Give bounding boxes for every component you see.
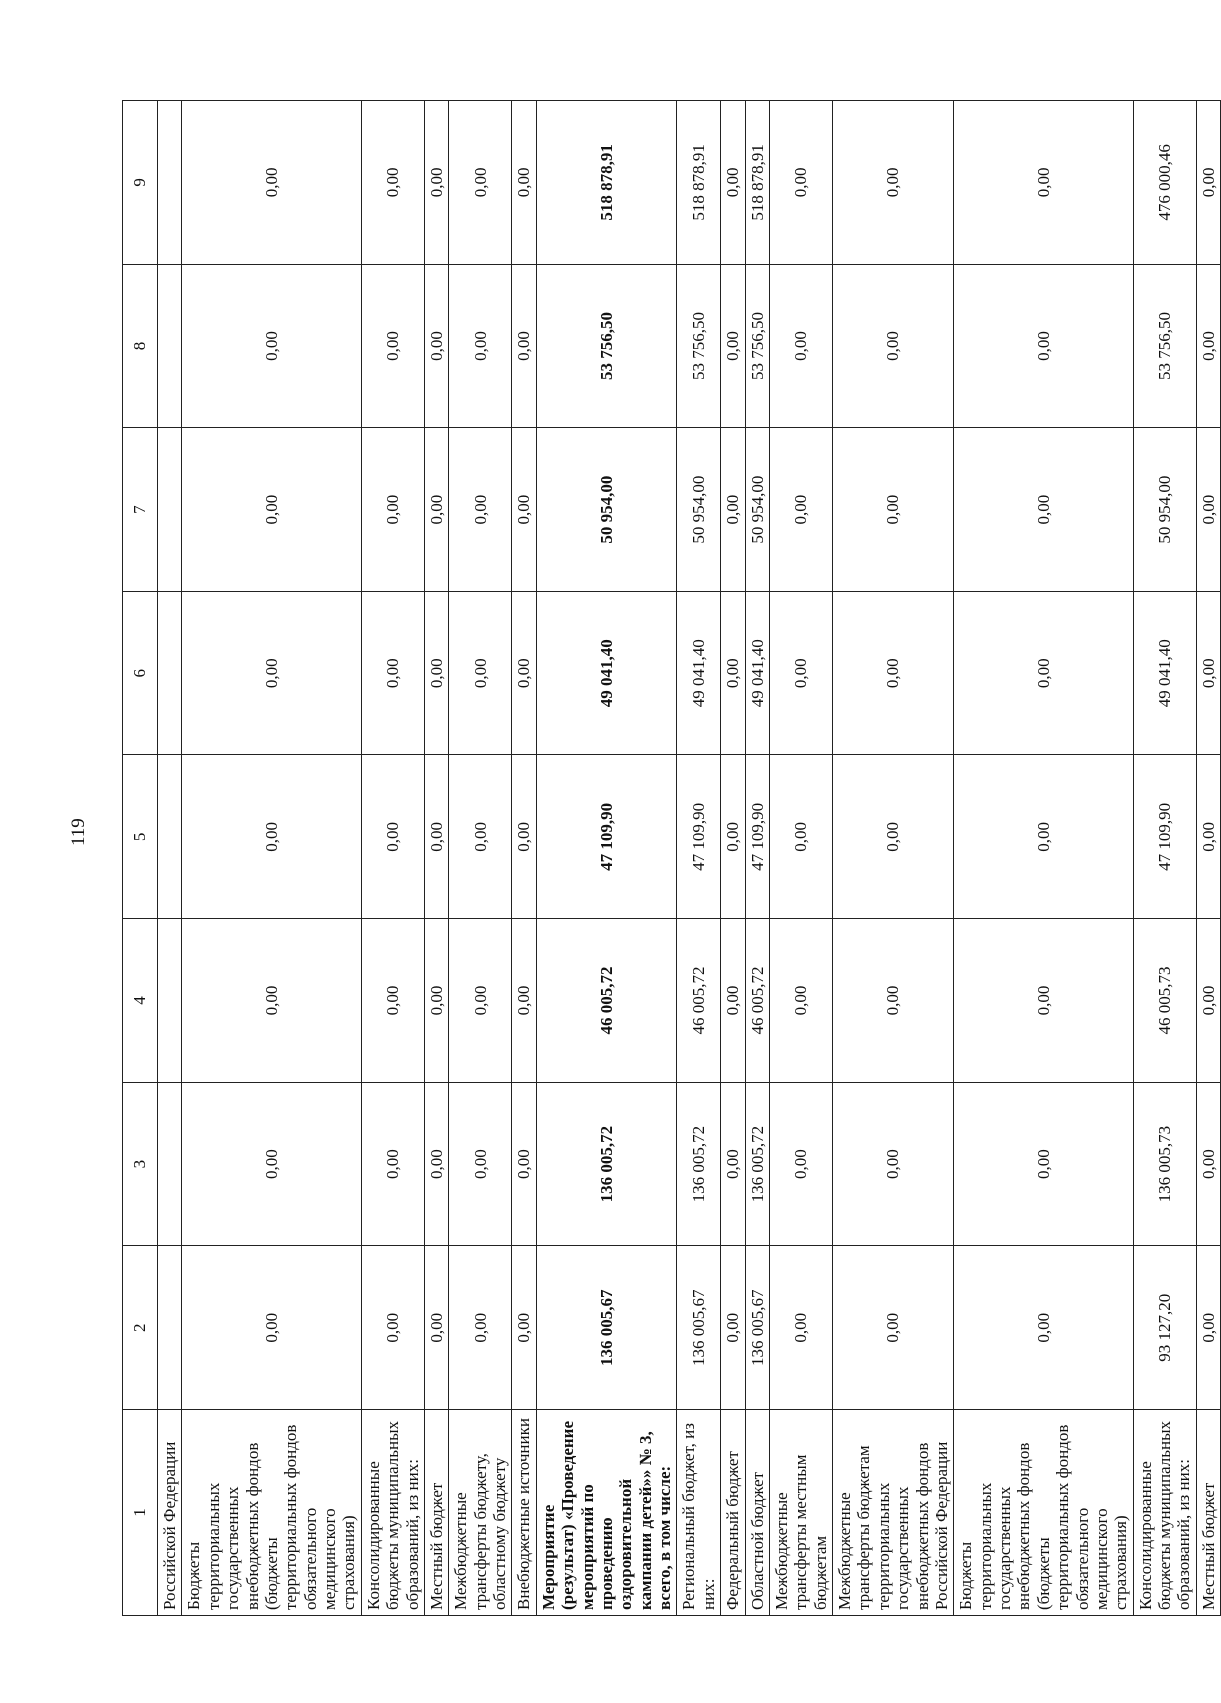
value-cell: 0,00 (449, 264, 512, 428)
column-header: 4 (123, 919, 158, 1083)
value-cell: 476 000,46 (1133, 101, 1196, 265)
value-cell: 0,00 (182, 1082, 361, 1246)
row-label: Бюджеты территориальных государственных внебюджетных фондов (бюджеты территориальных фондов обязательного медицинского страхования) (182, 1410, 361, 1616)
table-row (1133, 101, 1196, 1616)
value-cell: 47 109,90 (1133, 755, 1196, 919)
value-cell: 49 041,40 (1133, 591, 1196, 755)
value-cell: 0,00 (512, 264, 536, 428)
table-row (424, 101, 448, 1616)
value-cell: 46 005,72 (536, 919, 677, 1083)
value-cell: 0,00 (449, 755, 512, 919)
row-label: Областной бюджет (745, 1410, 769, 1616)
value-cell: 46 005,72 (677, 919, 721, 1083)
budget-table (122, 100, 1221, 1616)
value-cell: 136 005,73 (1133, 1082, 1196, 1246)
value-cell: 0,00 (769, 101, 832, 265)
value-cell: 0,00 (512, 755, 536, 919)
value-cell: 53 756,50 (677, 264, 721, 428)
value-cell: 0,00 (424, 1246, 448, 1410)
value-cell: 47 109,90 (677, 755, 721, 919)
value-cell: 49 041,40 (745, 591, 769, 755)
value-cell: 0,00 (954, 1082, 1133, 1246)
value-cell: 50 954,00 (745, 428, 769, 592)
value-cell: 0,00 (512, 428, 536, 592)
row-label: Местный бюджет (424, 1410, 448, 1616)
value-cell: 0,00 (1196, 591, 1220, 755)
value-cell: 0,00 (833, 428, 954, 592)
value-cell: 0,00 (769, 755, 832, 919)
value-cell: 50 954,00 (1133, 428, 1196, 592)
table-row (721, 101, 745, 1616)
column-header: 9 (123, 101, 158, 265)
row-label: Межбюджетные трансферты бюджетам территориальных государственных внебюджетных фондов Российской Федерации (833, 1410, 954, 1616)
value-cell: 46 005,73 (1133, 919, 1196, 1083)
value-cell: 0,00 (361, 101, 424, 265)
table-row (1196, 101, 1220, 1616)
value-cell: 0,00 (833, 1082, 954, 1246)
value-cell: 0,00 (833, 1246, 954, 1410)
value-cell: 0,00 (512, 591, 536, 755)
table-row (677, 101, 721, 1616)
value-cell: 0,00 (721, 264, 745, 428)
value-cell: 0,00 (512, 1246, 536, 1410)
row-label: Внебюджетные источники (512, 1410, 536, 1616)
column-header: 3 (123, 1082, 158, 1246)
value-cell: 136 005,67 (677, 1246, 721, 1410)
value-cell: 518 878,91 (745, 101, 769, 265)
row-label: Межбюджетные трансферты бюджету, областному бюджету (449, 1410, 512, 1616)
value-cell: 0,00 (182, 919, 361, 1083)
column-header: 7 (123, 428, 158, 592)
value-cell: 0,00 (954, 755, 1133, 919)
table-row (449, 101, 512, 1616)
value-cell: 50 954,00 (677, 428, 721, 592)
column-header: 6 (123, 591, 158, 755)
table-row (512, 101, 536, 1616)
row-label: Бюджеты территориальных государственных внебюджетных фондов (бюджеты территориальных фондов обязательного медицинского страхования) (954, 1410, 1133, 1616)
header-row (123, 101, 158, 1616)
value-cell: 0,00 (721, 919, 745, 1083)
table-row (182, 101, 361, 1616)
value-cell: 0,00 (182, 428, 361, 592)
value-cell: 0,00 (769, 591, 832, 755)
value-cell: 136 005,67 (745, 1246, 769, 1410)
value-cell: 0,00 (721, 755, 745, 919)
value-cell: 0,00 (361, 755, 424, 919)
value-cell: 0,00 (721, 1082, 745, 1246)
value-cell: 46 005,72 (745, 919, 769, 1083)
value-cell: 0,00 (449, 591, 512, 755)
value-cell: 0,00 (1196, 919, 1220, 1083)
value-cell (158, 101, 182, 265)
value-cell: 0,00 (769, 1082, 832, 1246)
value-cell: 0,00 (769, 919, 832, 1083)
value-cell: 0,00 (424, 919, 448, 1083)
value-cell: 136 005,72 (677, 1082, 721, 1246)
row-label: Консолидированные бюджеты муниципальных образований, из них: (361, 1410, 424, 1616)
value-cell: 0,00 (424, 755, 448, 919)
row-label: Межбюджетные трансферты местным бюджетам (769, 1410, 832, 1616)
value-cell (158, 919, 182, 1083)
page-number: 119 (68, 818, 89, 846)
table-row (158, 101, 182, 1616)
value-cell: 0,00 (721, 1246, 745, 1410)
value-cell: 47 109,90 (536, 755, 677, 919)
value-cell: 0,00 (424, 591, 448, 755)
row-label: Консолидированные бюджеты муниципальных образований, из них: (1133, 1410, 1196, 1616)
value-cell: 0,00 (449, 1246, 512, 1410)
value-cell: 0,00 (954, 264, 1133, 428)
value-cell: 0,00 (424, 1082, 448, 1246)
row-label: Российской Федерации (158, 1410, 182, 1616)
value-cell: 136 005,72 (536, 1082, 677, 1246)
value-cell: 0,00 (512, 101, 536, 265)
value-cell: 0,00 (1196, 264, 1220, 428)
table-row (745, 101, 769, 1616)
table-row (769, 101, 832, 1616)
value-cell: 0,00 (769, 1246, 832, 1410)
value-cell: 0,00 (182, 755, 361, 919)
rotated-table-wrapper (122, 100, 1218, 1616)
row-label: Региональный бюджет, из них: (677, 1410, 721, 1616)
value-cell: 0,00 (1196, 428, 1220, 592)
value-cell: 136 005,72 (745, 1082, 769, 1246)
value-cell: 0,00 (833, 264, 954, 428)
column-header: 5 (123, 755, 158, 919)
value-cell: 0,00 (954, 1246, 1133, 1410)
value-cell: 0,00 (1196, 755, 1220, 919)
value-cell: 0,00 (833, 101, 954, 265)
value-cell (158, 1082, 182, 1246)
value-cell: 0,00 (721, 591, 745, 755)
row-label: Местный бюджет (1196, 1410, 1220, 1616)
value-cell: 0,00 (769, 428, 832, 592)
value-cell: 0,00 (833, 755, 954, 919)
value-cell: 0,00 (449, 919, 512, 1083)
value-cell: 0,00 (424, 264, 448, 428)
value-cell: 0,00 (721, 101, 745, 265)
value-cell: 0,00 (512, 1082, 536, 1246)
value-cell: 0,00 (1196, 1082, 1220, 1246)
column-header: 1 (123, 1410, 158, 1616)
table-row (833, 101, 954, 1616)
value-cell: 0,00 (361, 919, 424, 1083)
value-cell (158, 264, 182, 428)
value-cell: 0,00 (512, 919, 536, 1083)
value-cell: 0,00 (769, 264, 832, 428)
value-cell: 0,00 (361, 264, 424, 428)
value-cell: 518 878,91 (536, 101, 677, 265)
value-cell: 0,00 (1196, 101, 1220, 265)
value-cell: 53 756,50 (1133, 264, 1196, 428)
table-body (158, 101, 1221, 1616)
value-cell: 53 756,50 (536, 264, 677, 428)
row-label: Мероприятие (результат) «Проведение мероприятий по проведению оздоровительной кампании детей»» № 3, всего, в том числе: (536, 1410, 677, 1616)
value-cell: 0,00 (424, 428, 448, 592)
value-cell: 50 954,00 (536, 428, 677, 592)
table-row (954, 101, 1133, 1616)
value-cell: 0,00 (361, 591, 424, 755)
value-cell: 0,00 (361, 428, 424, 592)
table-row (361, 101, 424, 1616)
column-header: 8 (123, 264, 158, 428)
value-cell: 0,00 (954, 591, 1133, 755)
value-cell: 0,00 (361, 1082, 424, 1246)
column-header: 2 (123, 1246, 158, 1410)
value-cell: 136 005,67 (536, 1246, 677, 1410)
value-cell: 0,00 (182, 101, 361, 265)
value-cell: 0,00 (721, 428, 745, 592)
value-cell (158, 755, 182, 919)
value-cell: 0,00 (449, 101, 512, 265)
value-cell (158, 428, 182, 592)
row-label: Федеральный бюджет (721, 1410, 745, 1616)
value-cell: 0,00 (449, 1082, 512, 1246)
value-cell: 0,00 (833, 591, 954, 755)
value-cell: 0,00 (182, 264, 361, 428)
value-cell: 0,00 (182, 591, 361, 755)
value-cell: 0,00 (449, 428, 512, 592)
value-cell: 0,00 (833, 919, 954, 1083)
value-cell: 0,00 (954, 101, 1133, 265)
value-cell (158, 591, 182, 755)
value-cell: 49 041,40 (536, 591, 677, 755)
value-cell: 49 041,40 (677, 591, 721, 755)
value-cell: 518 878,91 (677, 101, 721, 265)
value-cell: 0,00 (361, 1246, 424, 1410)
value-cell: 0,00 (954, 428, 1133, 592)
value-cell: 0,00 (954, 919, 1133, 1083)
value-cell: 0,00 (424, 101, 448, 265)
value-cell: 47 109,90 (745, 755, 769, 919)
table-row (536, 101, 677, 1616)
value-cell: 93 127,20 (1133, 1246, 1196, 1410)
value-cell: 0,00 (182, 1246, 361, 1410)
value-cell: 0,00 (1196, 1246, 1220, 1410)
value-cell: 53 756,50 (745, 264, 769, 428)
value-cell (158, 1246, 182, 1410)
